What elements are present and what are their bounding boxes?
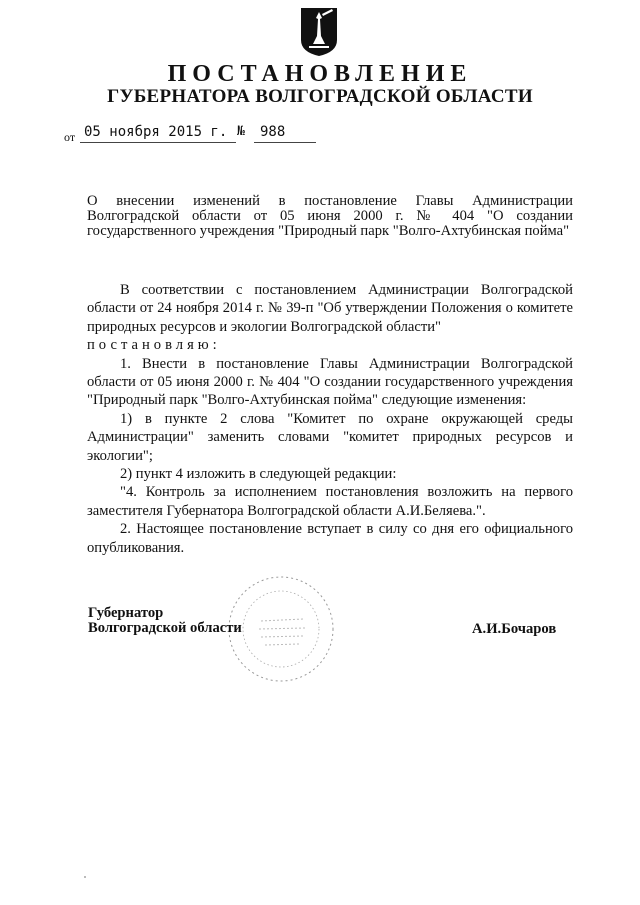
document-date: 05 ноября 2015 г. <box>84 124 228 140</box>
signatory-position-line2: Волгоградской области <box>88 620 242 636</box>
decree-word: постановляю: <box>87 337 221 354</box>
coat-of-arms-icon <box>299 6 339 58</box>
date-underline <box>80 142 236 143</box>
paragraph-1-item-1: 1) в пункте 2 слова "Комитет по охране окружающей среды Администрации" заменить словами "комитет природных ресурсов и экологии"; <box>87 410 573 464</box>
paragraph-1-item-2-text: "4. Контроль за исполнением постановления возложить на первого заместителя Губернатора Волгоградской области А.И.Беляева.". <box>87 484 573 519</box>
scan-artifact <box>84 876 86 878</box>
paragraph-1-item-2: 2) пункт 4 изложить в следующей редакции: <box>120 466 397 483</box>
intro-paragraph: В соответствии с постановлением Администрации Волгоградской области от 24 ноября 2014 г. № 39-п "Об утверждении Положения о комитете природных ресурсов и экологии Волгоградской области" <box>87 282 573 335</box>
document-number: 988 <box>260 124 286 140</box>
paragraph-1: 1. Внести в постановление Главы Администрации Волгоградской области от 05 июня 2000 г. № 404 "О создании государственного учреждения "Природный парк "Волго-Ахтубинская пойма" следующие изменения: <box>87 355 573 409</box>
paragraph-2: 2. Настоящее постановление вступает в силу со дня его официального опубликования. <box>87 521 573 556</box>
dateline <box>64 124 324 146</box>
document-body <box>87 281 573 557</box>
date-from-label: от <box>64 130 76 144</box>
signatory-position <box>88 606 242 636</box>
number-label: № <box>237 124 245 139</box>
document-title: ПОСТАНОВЛЕНИЕ <box>167 61 473 87</box>
signatory-name: А.И.Бочаров <box>472 621 557 637</box>
document-subtitle: ГУБЕРНАТОРА ВОЛГОГРАДСКОЙ ОБЛАСТИ <box>107 86 533 107</box>
document-subject: О внесении изменений в постановление Главы Администрации Волгоградской области от 05 июня 2000 г. № 404 "О создании государственного учреждения "Природный парк "Волго-Ахтубинская пойма" <box>87 193 573 239</box>
signatory-position-line1: Губернатор <box>88 605 164 621</box>
number-underline <box>254 142 316 143</box>
